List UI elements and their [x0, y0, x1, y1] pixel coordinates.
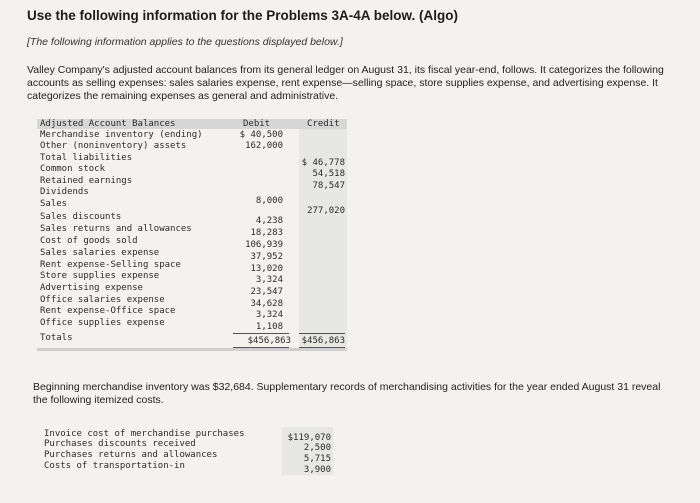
- account-name: Merchandise inventory (ending): [40, 130, 203, 140]
- merchandising-records-table: [41, 427, 333, 475]
- table-row: [37, 248, 347, 262]
- cost-amount: 3,900: [303, 465, 331, 475]
- account-name: Rent expense-Selling space: [40, 260, 181, 270]
- table-row: [37, 236, 347, 250]
- debit-value: 3,324: [255, 275, 283, 285]
- problem-subtitle: [The following information applies to the questions displayed below.]: [27, 36, 343, 48]
- table-row: [37, 224, 347, 238]
- account-name: Dividends: [40, 187, 89, 197]
- credit-value: 78,547: [312, 181, 345, 191]
- table-row: [37, 212, 347, 226]
- debit-header: Debit: [243, 119, 271, 129]
- debit-value: 1,108: [255, 322, 283, 332]
- table-row: [37, 271, 347, 285]
- table-header-row: [37, 119, 347, 130]
- cost-item: Invoice cost of merchandise purchases: [44, 429, 245, 439]
- credit-header: Credit: [307, 119, 340, 129]
- table-row: [37, 164, 347, 179]
- cost-item: Purchases discounts received: [44, 439, 196, 449]
- account-name: Retained earnings: [40, 176, 133, 186]
- debit-value: 23,547: [250, 287, 283, 297]
- debit-value: 3,324: [255, 310, 283, 320]
- credit-value: 277,020: [307, 206, 345, 216]
- table-row: [41, 461, 333, 475]
- credit-value: $ 46,778: [301, 158, 345, 168]
- totals-row: [37, 333, 347, 344]
- cost-amount: 5,715: [303, 454, 331, 464]
- table-row: [37, 318, 347, 332]
- debit-value: 4,238: [255, 216, 283, 226]
- table-row: [37, 260, 347, 274]
- table-row: [41, 439, 333, 453]
- trial-balance-table: [37, 119, 347, 351]
- account-name: Total liabilities: [40, 153, 133, 163]
- debit-value: 18,283: [250, 228, 283, 238]
- debit-value: 13,020: [250, 264, 283, 274]
- table-row: [41, 450, 333, 464]
- cost-item: Costs of transportation-in: [44, 461, 185, 471]
- account-name: Common stock: [40, 164, 106, 174]
- account-name: Office supplies expense: [40, 318, 165, 328]
- account-name: Sales salaries expense: [40, 248, 160, 258]
- table-title: Adjusted Account Balances: [40, 119, 176, 129]
- debit-total: $456,863: [247, 336, 291, 346]
- table-row: [37, 141, 347, 152]
- account-name: Rent expense-Office space: [40, 306, 176, 316]
- table-row: [37, 306, 347, 320]
- totals-label: Totals: [40, 333, 73, 343]
- account-name: Sales: [40, 199, 68, 209]
- debit-value: $ 40,500: [239, 130, 283, 140]
- account-name: Store supplies expense: [40, 271, 160, 281]
- table-row: [37, 153, 347, 168]
- account-name: Cost of goods sold: [40, 236, 138, 246]
- credit-value: 54,518: [312, 169, 345, 179]
- debit-value: 8,000: [255, 196, 283, 206]
- table-row: [37, 130, 347, 141]
- debit-value: 162,000: [245, 141, 283, 151]
- table-footer: [37, 348, 347, 351]
- intro-paragraph: Valley Company's adjusted account balances from its general ledger on August 31, its fiscal year-end, follows. It categorizes the following accounts as selling expenses: sales salaries expense, rent expense—selling space, store supplies expense, and advertising expense. It categorizes the remaining expenses as general and administrative.: [27, 64, 664, 102]
- table-row: [37, 283, 347, 297]
- cost-amount: 2,500: [303, 443, 331, 453]
- debit-value: 34,628: [250, 299, 283, 309]
- table-row: [37, 176, 347, 191]
- cost-item: Purchases returns and allowances: [44, 450, 218, 460]
- cost-amount: $119,070: [287, 433, 331, 443]
- account-name: Advertising expense: [40, 283, 143, 293]
- credit-total: $456,863: [301, 336, 345, 346]
- account-name: Other (noninventory) assets: [40, 141, 187, 151]
- debit-value: 37,952: [250, 252, 283, 262]
- account-name: Office salaries expense: [40, 295, 165, 305]
- account-name: Sales returns and allowances: [40, 224, 192, 234]
- table-row: [37, 295, 347, 309]
- table-row: [37, 199, 347, 216]
- problem-title: Use the following information for the Problems 3A-4A below. (Algo): [27, 8, 459, 23]
- supplementary-paragraph: Beginning merchandise inventory was $32,684. Supplementary records of merchandising activities for the year ended August 31 reveal the following itemized costs.: [33, 381, 661, 406]
- debit-value: 106,939: [245, 240, 283, 250]
- account-name: Sales discounts: [40, 212, 122, 222]
